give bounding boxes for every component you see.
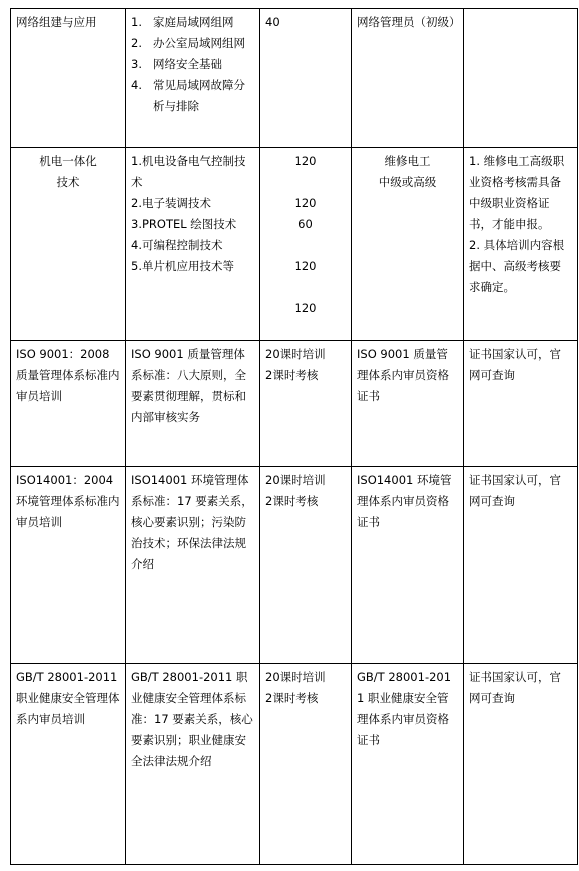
content-line: GB/T 28001-2011 职业健康安全管理体系标准：17 要素关系，核心要素识别；职业健康安全法律法规介绍 bbox=[131, 670, 253, 768]
course-name: GB/T 28001-2011 职业健康安全管理体系内审员培训 bbox=[16, 670, 120, 726]
hours-cell bbox=[260, 664, 352, 865]
hours-value: 120 bbox=[294, 154, 317, 168]
course-content-cell bbox=[126, 9, 260, 148]
notes-cell bbox=[464, 9, 578, 148]
hours-value: 20课时培训 bbox=[265, 347, 326, 361]
hours-value: 120 bbox=[294, 196, 317, 210]
course-name: 技术 bbox=[56, 175, 80, 189]
hours-value: 120 bbox=[294, 301, 317, 315]
course-name-cell bbox=[11, 664, 126, 865]
training-table bbox=[10, 8, 578, 865]
certificate-cell bbox=[352, 341, 464, 467]
content-line: 5.单片机应用技术等 bbox=[131, 259, 234, 273]
list-item: 2. 办公室局域网组网 bbox=[131, 36, 245, 50]
certificate-name: 维修电工 bbox=[384, 154, 431, 168]
note-text: 2. 具体培训内容根据中、高级考核要求确定。 bbox=[469, 238, 565, 294]
hours-value: 2课时考核 bbox=[265, 494, 319, 508]
hours-cell bbox=[260, 148, 352, 341]
course-name: 机电一体化 bbox=[39, 154, 97, 168]
list-item: 3. 网络安全基础 bbox=[131, 57, 222, 71]
notes-cell bbox=[464, 467, 578, 664]
hours-value: 60 bbox=[298, 217, 313, 231]
course-name-cell bbox=[11, 341, 126, 467]
course-name-cell bbox=[11, 148, 126, 341]
notes-cell bbox=[464, 664, 578, 865]
course-content-cell bbox=[126, 467, 260, 664]
hours-value: 40 bbox=[265, 15, 280, 29]
list-item: 1. 家庭局域网组网 bbox=[131, 15, 234, 29]
hours-cell bbox=[260, 341, 352, 467]
certificate-cell bbox=[352, 9, 464, 148]
course-content-cell bbox=[126, 664, 260, 865]
hours-value: 20课时培训 bbox=[265, 670, 326, 684]
hours-value: 120 bbox=[294, 259, 317, 273]
certificate-name: ISO 9001 质量管理体系内审员资格证书 bbox=[357, 347, 449, 403]
content-line: ISO 9001 质量管理体系标准：八大原则，全要素贯彻理解，贯标和内部审核实务 bbox=[131, 347, 246, 424]
course-content-cell bbox=[126, 341, 260, 467]
course-name-cell bbox=[11, 467, 126, 664]
table-row bbox=[11, 9, 578, 148]
content-line: 1.机电设备电气控制技术 bbox=[131, 154, 246, 189]
hours-value: 2课时考核 bbox=[265, 368, 319, 382]
notes-cell bbox=[464, 341, 578, 467]
notes-cell bbox=[464, 148, 578, 341]
table-row bbox=[11, 341, 578, 467]
content-line: 2.电子装调技术 bbox=[131, 196, 211, 210]
note-text: 证书国家认可，官网可查询 bbox=[469, 473, 561, 508]
content-line: 4.可编程控制技术 bbox=[131, 238, 223, 252]
table-row bbox=[11, 467, 578, 664]
table-row bbox=[11, 148, 578, 341]
hours-value: 2课时考核 bbox=[265, 691, 319, 705]
content-line: 3.PROTEL 绘图技术 bbox=[131, 217, 237, 231]
hours-cell bbox=[260, 9, 352, 148]
note-text: 1. 维修电工高级职业资格考核需具备中级职业资格证书，才能申报。 bbox=[469, 154, 565, 231]
certificate-cell bbox=[352, 467, 464, 664]
note-text: 证书国家认可，官网可查询 bbox=[469, 347, 561, 382]
table-row bbox=[11, 664, 578, 865]
course-name: ISO14001：2004 环境管理体系标准内审员培训 bbox=[16, 473, 120, 529]
certificate-cell bbox=[352, 664, 464, 865]
certificate-name: 中级或高级 bbox=[378, 175, 437, 189]
note-text: 证书国家认可，官网可查询 bbox=[469, 670, 561, 705]
list-item: 4. 常见局域网故障分析与排除 bbox=[131, 78, 245, 113]
course-name-cell bbox=[11, 9, 126, 148]
content-list bbox=[131, 12, 254, 117]
hours-cell bbox=[260, 467, 352, 664]
course-name: ISO 9001：2008 质量管理体系标准内审员培训 bbox=[16, 347, 120, 403]
hours-value: 20课时培训 bbox=[265, 473, 326, 487]
certificate-name: 网络管理员（初级） bbox=[357, 15, 461, 29]
course-content-cell bbox=[126, 148, 260, 341]
certificate-name: GB/T 28001-2011 职业健康安全管理体系内审员资格证书 bbox=[357, 670, 452, 747]
course-name: 网络组建与应用 bbox=[16, 15, 97, 29]
certificate-name: ISO14001 环境管理体系内审员资格证书 bbox=[357, 473, 452, 529]
content-line: ISO14001 环境管理体系标准：17 要素关系，核心要素识别；污染防治技术；环保法律法规介绍 bbox=[131, 473, 253, 571]
certificate-cell bbox=[352, 148, 464, 341]
